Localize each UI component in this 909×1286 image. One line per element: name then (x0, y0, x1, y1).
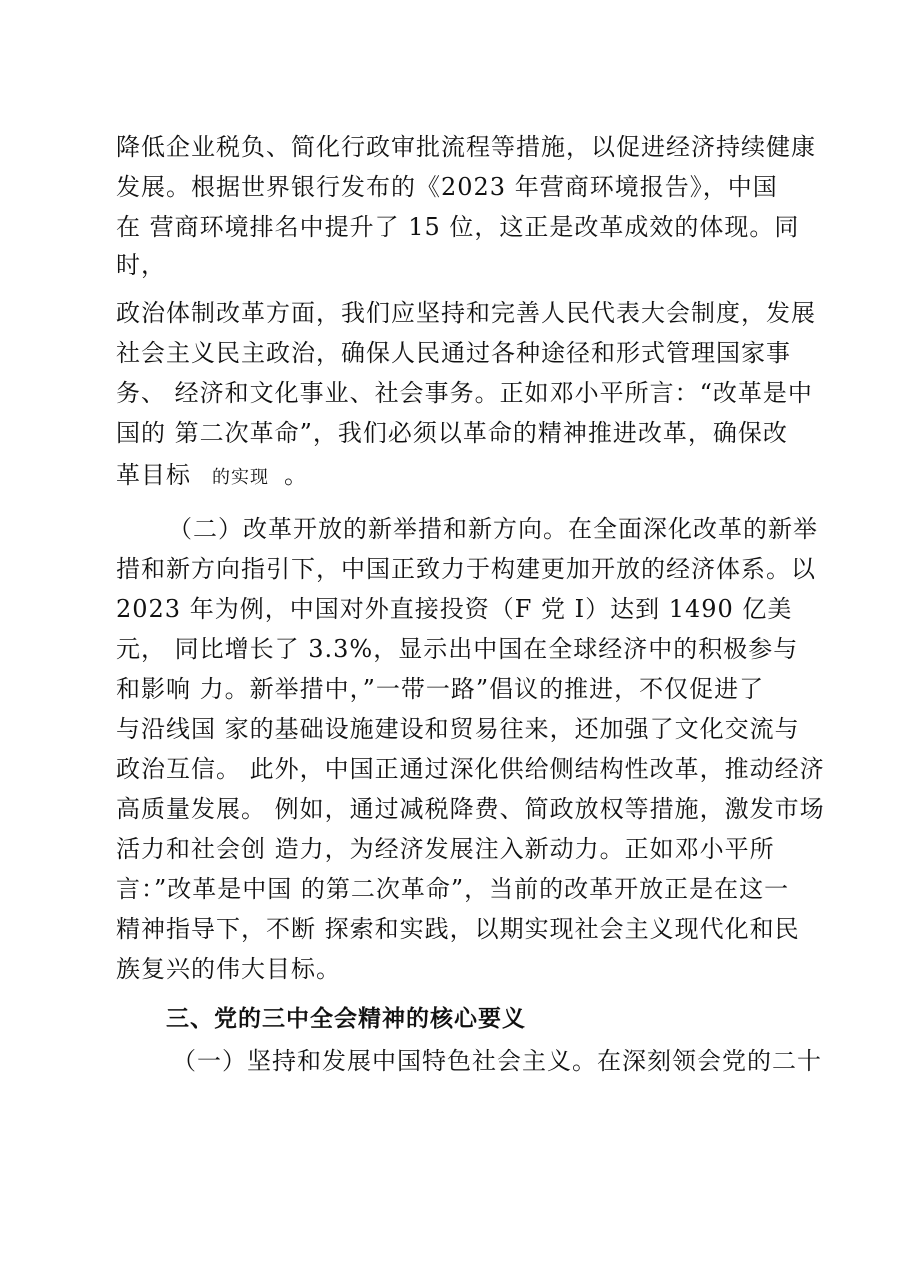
text-line: 活力和社会创 造力，为经济发展注入新动力。正如邓小平所 (116, 835, 775, 863)
text-line: 政治互信。 此外，中国正通过深化供给侧结构性改革，推动经济 (116, 755, 825, 783)
text-line: 族复兴的伟大目标。 (116, 955, 341, 983)
text-line: 降低企业税负、简化行政审批流程等措施，以促进经济持续健康 (116, 133, 816, 161)
text-line: 精神指导下，不断 探索和实践，以期实现社会主义现代化和民 (116, 915, 800, 943)
section-heading: 三、党的三中全会精神的核心要义 (166, 1006, 526, 1032)
text-line: 务、 经济和文化事业、社会事务。正如邓小平所言：“改革是中 (116, 379, 813, 407)
text-line: 时， (116, 251, 166, 279)
text-line: （二）改革开放的新举措和新方向。在全面深化改革的新举 (168, 515, 818, 543)
text-line: 与沿线国 家的基础设施建设和贸易往来，还加强了文化交流与 (116, 715, 800, 743)
text-line: 政治体制改革方面，我们应坚持和完善人民代表大会制度，发展 (116, 299, 816, 327)
text-line: 革目标 (116, 461, 191, 489)
text-line: 言：”改革是中国 的第二次革命”，当前的改革开放正是在这一 (116, 875, 790, 903)
text-line: 措和新方向指引下，中国正致力于构建更加开放的经济体系。以 (116, 555, 816, 583)
text-line: 和影响 力。新举措中，”一带一路”倡议的推进，不仅促进了 (116, 675, 765, 703)
text-line: 在 营商环境排名中提升了 15 位，这正是改革成效的体现。同 (116, 213, 800, 241)
text-line: 发展。根据世界银行发布的《2023 年营商环境报告》，中国 (116, 173, 778, 201)
text-line: 高质量发展。 例如，通过减税降费、简政放权等措施，激发市场 (116, 795, 825, 823)
text-line: 国的 第二次革命”，我们必须以革命的精神推进改革，确保改 (116, 419, 788, 447)
text-line: 社会主义民主政治，确保人民通过各种途径和形式管理国家事 (116, 339, 791, 367)
text-line: （一）坚持和发展中国特色社会主义。在深刻领会党的二十 (172, 1047, 822, 1075)
text-line: 的实现 (212, 467, 269, 488)
text-line: 2023 年为例，中国对外直接投资（F 党 I）达到 1490 亿美 (116, 595, 793, 623)
text-line: 元， 同比增长了 3.3%，显示出中国在全球经济中的积极参与 (116, 635, 799, 663)
text-line: 。 (284, 461, 309, 489)
